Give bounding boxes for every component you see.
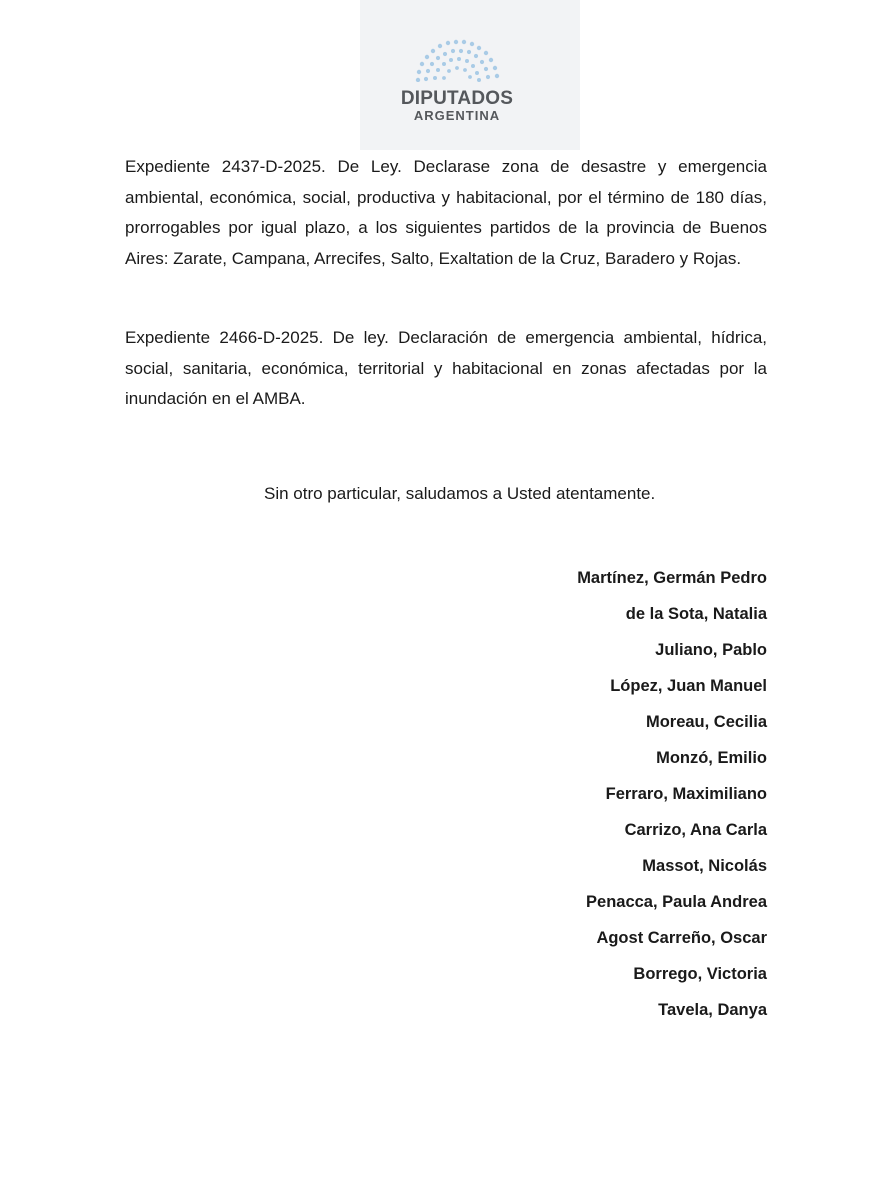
signature-name: de la Sota, Natalia: [625, 605, 767, 623]
signature-list: [577, 566, 767, 1034]
signature-name: Borrego, Victoria: [633, 965, 767, 983]
diputados-logo: [360, 0, 580, 150]
chamber-hemicycle-icon: [408, 32, 508, 82]
signature-name: Carrizo, Ana Carla: [624, 821, 767, 839]
signature-name: Penacca, Paula Andrea: [586, 893, 767, 911]
signature-name: Juliano, Pablo: [655, 641, 767, 659]
signature-name: Massot, Nicolás: [642, 857, 767, 875]
closing-line: Sin otro particular, saludamos a Usted atentamente.: [264, 484, 656, 503]
paragraph-expediente-2437: Expediente 2437-D-2025. De Ley. Declarase zona de desastre y emergencia ambiental, económica, social, productiva y habitacional, por el término de 180 días, prorrogables por igual plazo, a los siguientes partidos de la provincia de Buenos Aires: Zarate, Campana, Arrecifes, Salto, Exaltation de la Cruz, Baradero y Rojas.: [125, 157, 767, 268]
signature-name: Martínez, Germán Pedro: [577, 569, 767, 587]
paragraph-expediente-2466: Expediente 2466-D-2025. De ley. Declaración de emergencia ambiental, hídrica, social, sanitaria, económica, territorial y habitacional en zonas afectadas por la inundación en el AMBA.: [125, 328, 767, 408]
logo-title: DIPUTADOS: [400, 88, 514, 109]
signature-name: Monzó, Emilio: [656, 749, 767, 767]
signature-name: Moreau, Cecilia: [645, 713, 767, 731]
signature-name: López, Juan Manuel: [610, 677, 767, 695]
signature-name: Ferraro, Maximiliano: [605, 785, 767, 803]
signature-name: Agost Carreño, Oscar: [596, 929, 767, 947]
logo-subtitle: ARGENTINA: [413, 108, 501, 123]
signature-name: Tavela, Danya: [658, 1001, 767, 1019]
